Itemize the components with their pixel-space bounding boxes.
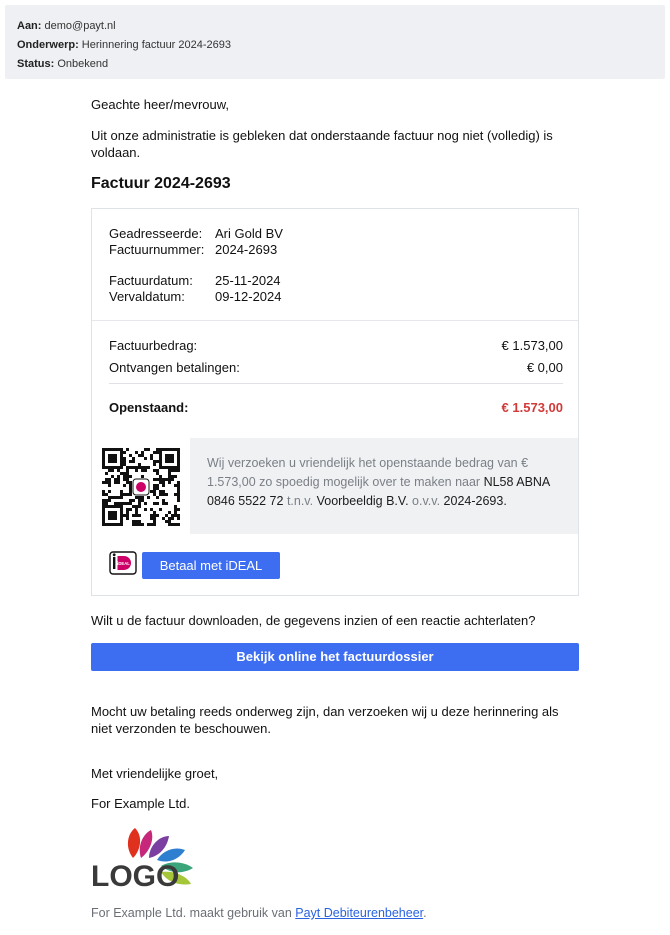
email-header [5, 5, 665, 79]
payment-ovv: o.v.v. [408, 494, 444, 508]
email-subject-row [17, 36, 653, 55]
payt-link[interactable]: Payt Debiteurenbeheer [295, 906, 424, 920]
payment-company: Voorbeeldig B.V. [316, 494, 409, 508]
invoice-info [109, 226, 283, 304]
invoice-card [91, 208, 579, 596]
email-status-value: Onbekend [57, 58, 109, 70]
email-status-row [17, 55, 653, 74]
closing-text: Met vriendelijke groet, [91, 766, 219, 781]
payment-reference: 2024-2693 [443, 494, 504, 508]
outstanding-label: Openstaand: [109, 400, 189, 415]
outstanding-value: € 1.573,00 [501, 400, 563, 415]
email-subject-value: Herinnering factuur 2024-2693 [81, 39, 232, 51]
invoice-date-value: 25-11-2024 [215, 273, 281, 288]
email-to-row [17, 17, 653, 36]
email-to-value: demo@payt.nl [44, 20, 116, 32]
received-payments-value: € 0,00 [526, 360, 563, 375]
email-subject-label: Onderwerp: [17, 39, 79, 51]
received-payments-label: Ontvangen betalingen: [109, 360, 240, 375]
due-date-label: Vervaldatum: [109, 288, 185, 304]
sender-name: For Example Ltd. [91, 796, 190, 811]
outstanding-row [109, 400, 563, 415]
qr-code-icon [102, 448, 180, 526]
payment-text-intro: Wij verzoeken u vriendelijk het openstaande bedrag van € 1.573,00 zo spoedig mogelijk over te maken naar [207, 456, 529, 489]
invoice-amount-label: Factuurbedrag: [109, 338, 198, 353]
logo-text: LOGO [91, 860, 180, 890]
email-to-label: Aan: [17, 20, 42, 32]
ideal-icon-text: iDEAL [117, 561, 130, 566]
divider [92, 320, 578, 321]
download-question: Wilt u de factuur downloaden, de gegevens inzien of een reactie achterlaten? [91, 613, 536, 628]
ideal-icon [109, 551, 137, 575]
invoice-amount-row [109, 338, 563, 353]
payment-period: . [503, 494, 507, 508]
already-paid-text: Mocht uw betaling reeds onderweg zijn, dan verzoeken wij u deze herinnering als niet verzonden te beschouwen. [91, 704, 559, 736]
payment-iban: NL58 ABNA 0846 5522 72 [207, 475, 550, 508]
pay-with-ideal-button[interactable]: Betaal met iDEAL [142, 552, 280, 579]
greeting: Geachte heer/mevrouw, [91, 97, 230, 112]
payment-tnv: t.n.v. [283, 494, 317, 508]
view-invoice-dossier-button[interactable]: Bekijk online het factuurdossier [91, 643, 579, 671]
footer [91, 906, 427, 920]
due-date-value: 09-12-2024 [215, 288, 282, 304]
intro-text: Uit onze administratie is gebleken dat onderstaande factuur nog niet (volledig) is voldaan. [91, 128, 553, 160]
invoice-number-value: 2024-2693 [215, 241, 278, 257]
addressee-value: Ari Gold BV [215, 226, 283, 241]
received-payments-row [109, 360, 563, 375]
invoice-number-label: Factuurnummer: [109, 241, 205, 257]
footer-text: For Example Ltd. maakt gebruik van [91, 906, 296, 920]
addressee-label: Geadresseerde: [109, 226, 203, 241]
divider [109, 383, 563, 384]
company-logo [91, 824, 215, 890]
invoice-title: Factuur 2024-2693 [91, 175, 231, 192]
payment-text [207, 454, 567, 511]
email-status-label: Status: [17, 58, 55, 70]
invoice-date-label: Factuurdatum: [109, 273, 193, 288]
qr-code-container [92, 438, 190, 534]
footer-period: . [423, 906, 427, 920]
payment-instructions-box [92, 438, 578, 534]
invoice-amount-value: € 1.573,00 [501, 338, 563, 353]
